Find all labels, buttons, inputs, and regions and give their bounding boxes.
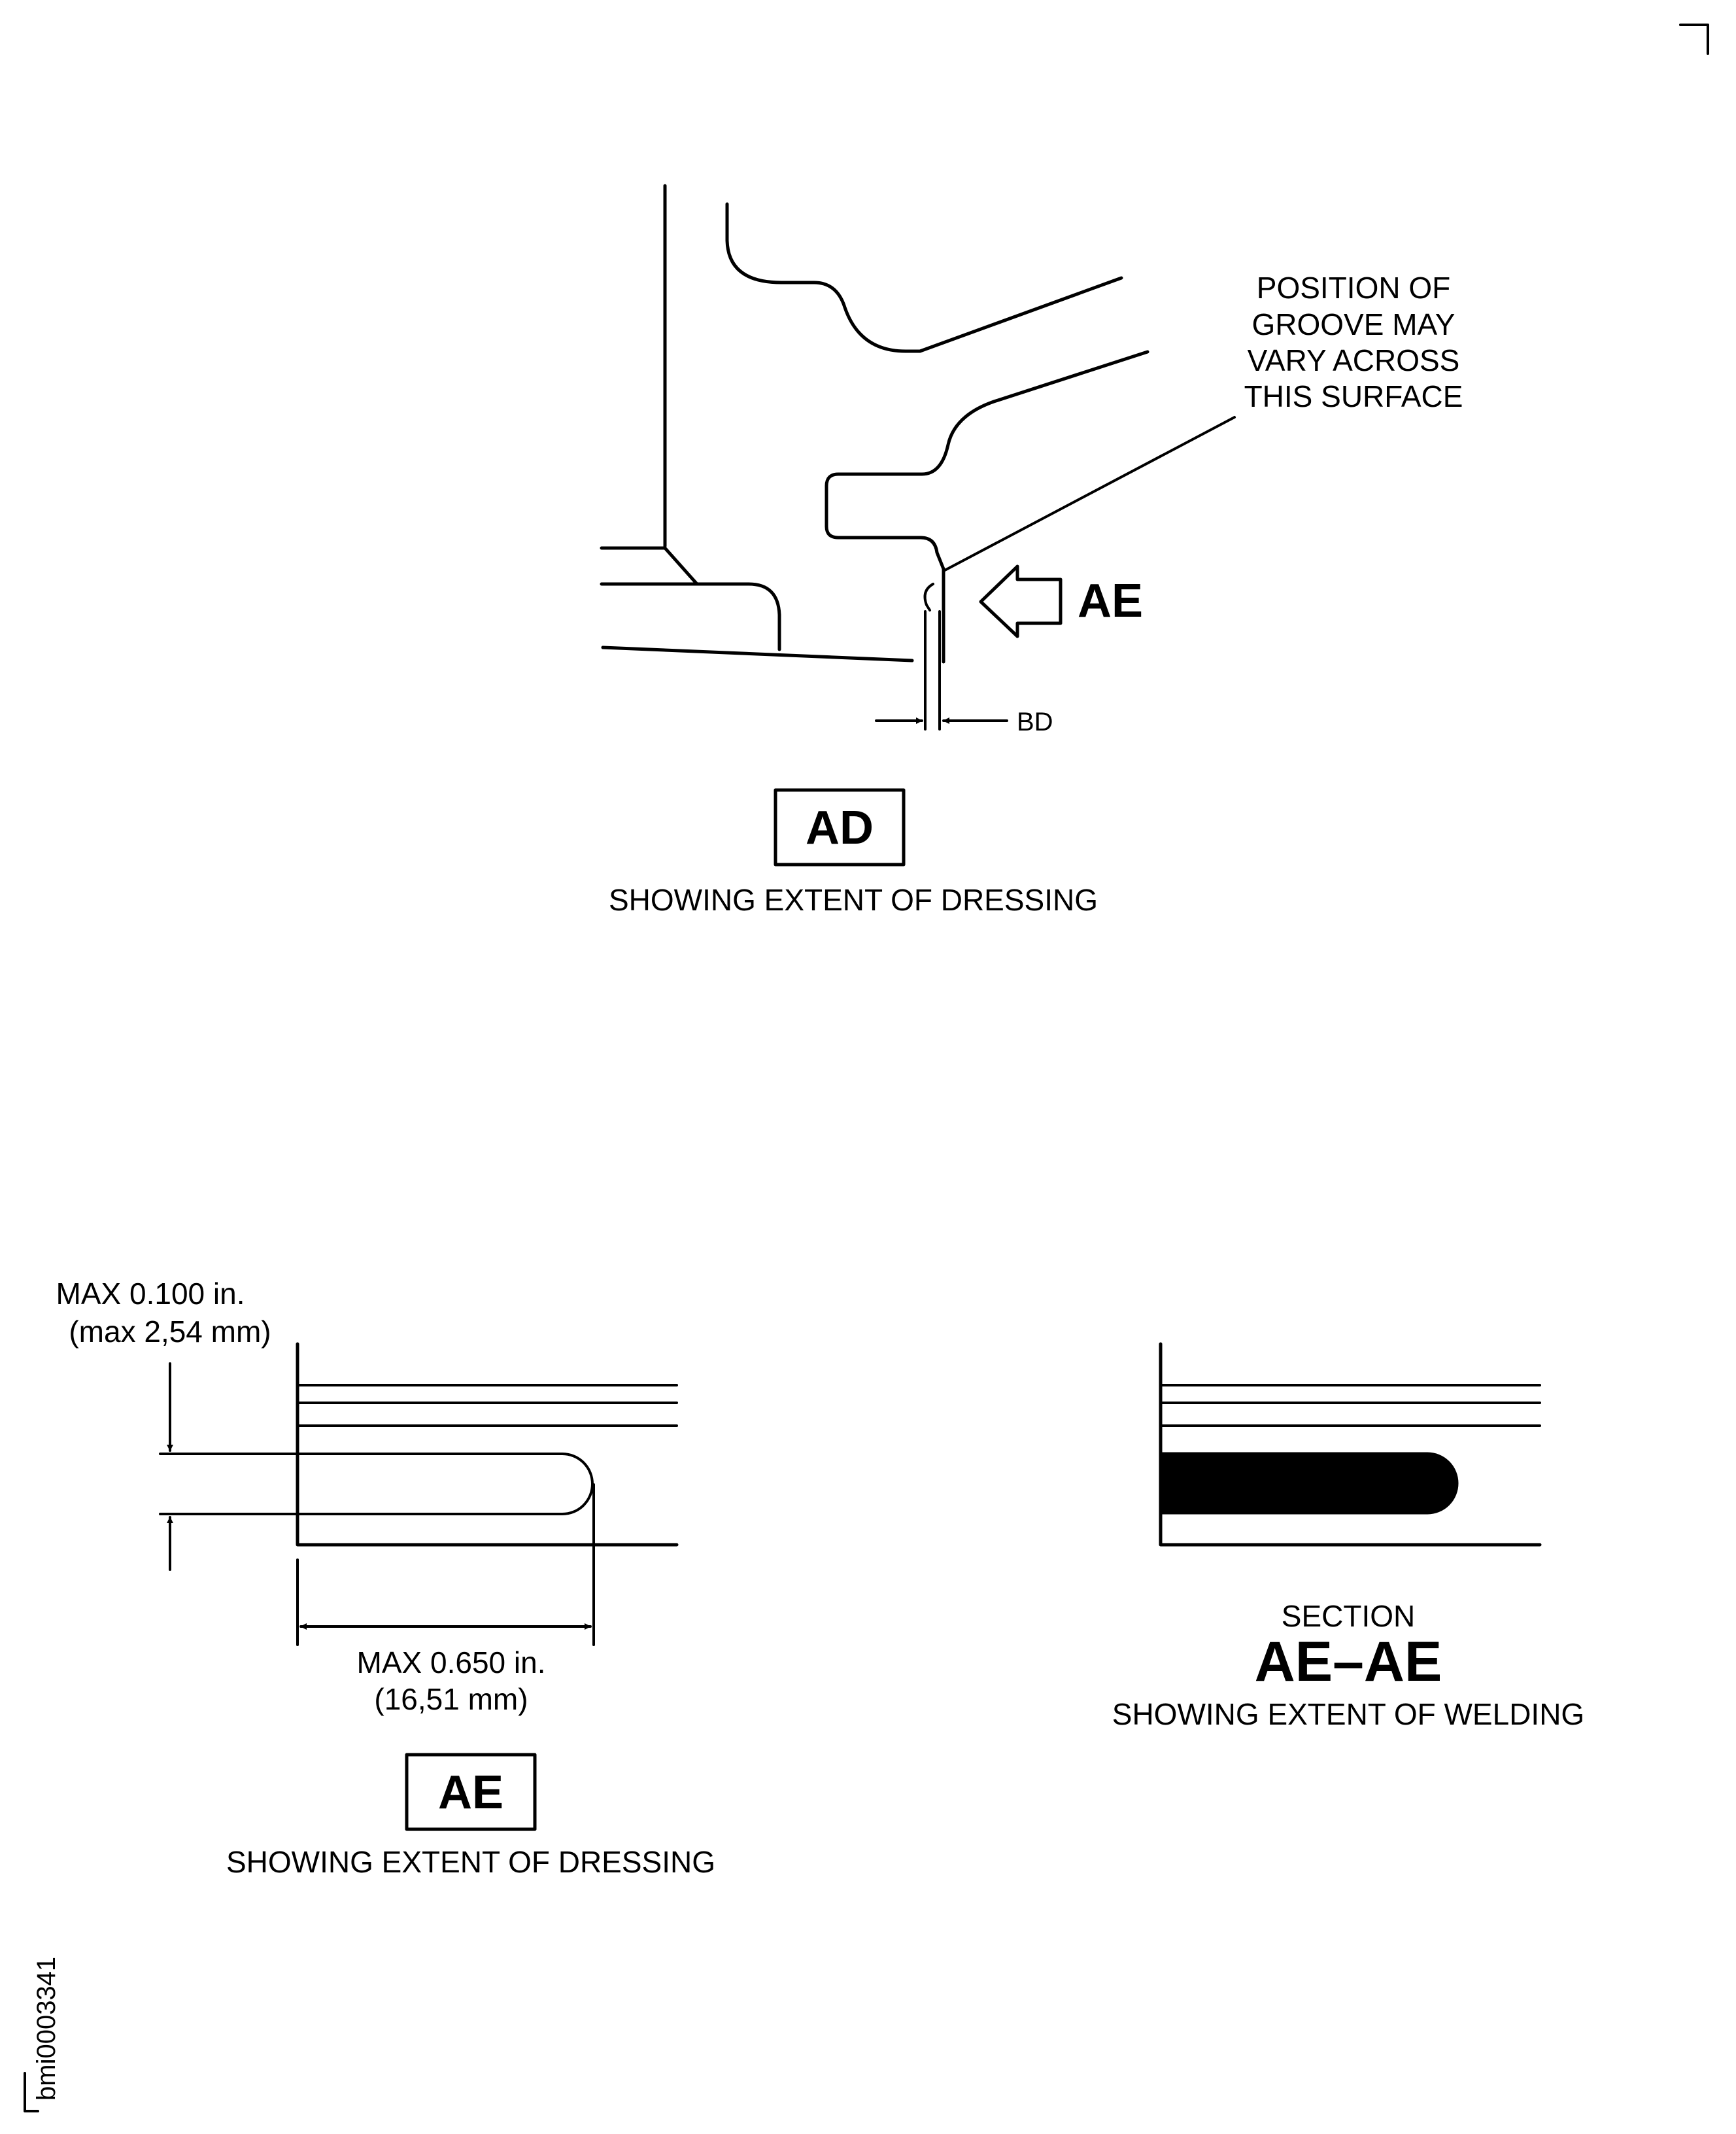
note-leader [944,417,1234,571]
length-max-mm: (16,51 mm) [374,1682,528,1716]
crop-mark [1680,25,1708,54]
view-caption: SHOWING EXTENT OF DRESSING [609,883,1098,917]
depth-max-mm: (max 2,54 mm) [69,1315,271,1349]
view-ad [602,186,1463,917]
length-max-in: MAX 0.650 in. [356,1645,546,1679]
view-caption: SHOWING EXTENT OF DRESSING [226,1845,715,1879]
view-label: AE [437,1766,504,1819]
view-arrow-icon [981,566,1061,636]
view-ae [56,1277,715,1879]
weld-fill [1161,1453,1457,1513]
section-caption: SHOWING EXTENT OF WELDING [1112,1697,1585,1731]
part-outline [602,548,779,649]
groove [925,584,933,610]
section-label: AE–AE [1254,1630,1442,1693]
groove-note-line: POSITION OF [1256,271,1451,305]
dressing-slot [298,1454,592,1514]
groove-note-line: GROOVE MAY [1251,307,1455,341]
section-word: SECTION [1281,1599,1416,1633]
view-label: AD [806,802,874,854]
section-ae-ae [1112,1344,1584,1731]
depth-max-in: MAX 0.100 in. [56,1277,245,1311]
groove-note-line: VARY ACROSS [1247,343,1460,377]
part-outline [603,647,912,661]
dimension-label-bd: BD [1017,708,1053,736]
figure-id: bmi0003341 [32,1956,61,2101]
view-arrow-label: AE [1078,575,1144,627]
part-outline [1161,1344,1540,1545]
part-outline [727,204,1121,351]
groove-note-line: THIS SURFACE [1244,379,1463,413]
